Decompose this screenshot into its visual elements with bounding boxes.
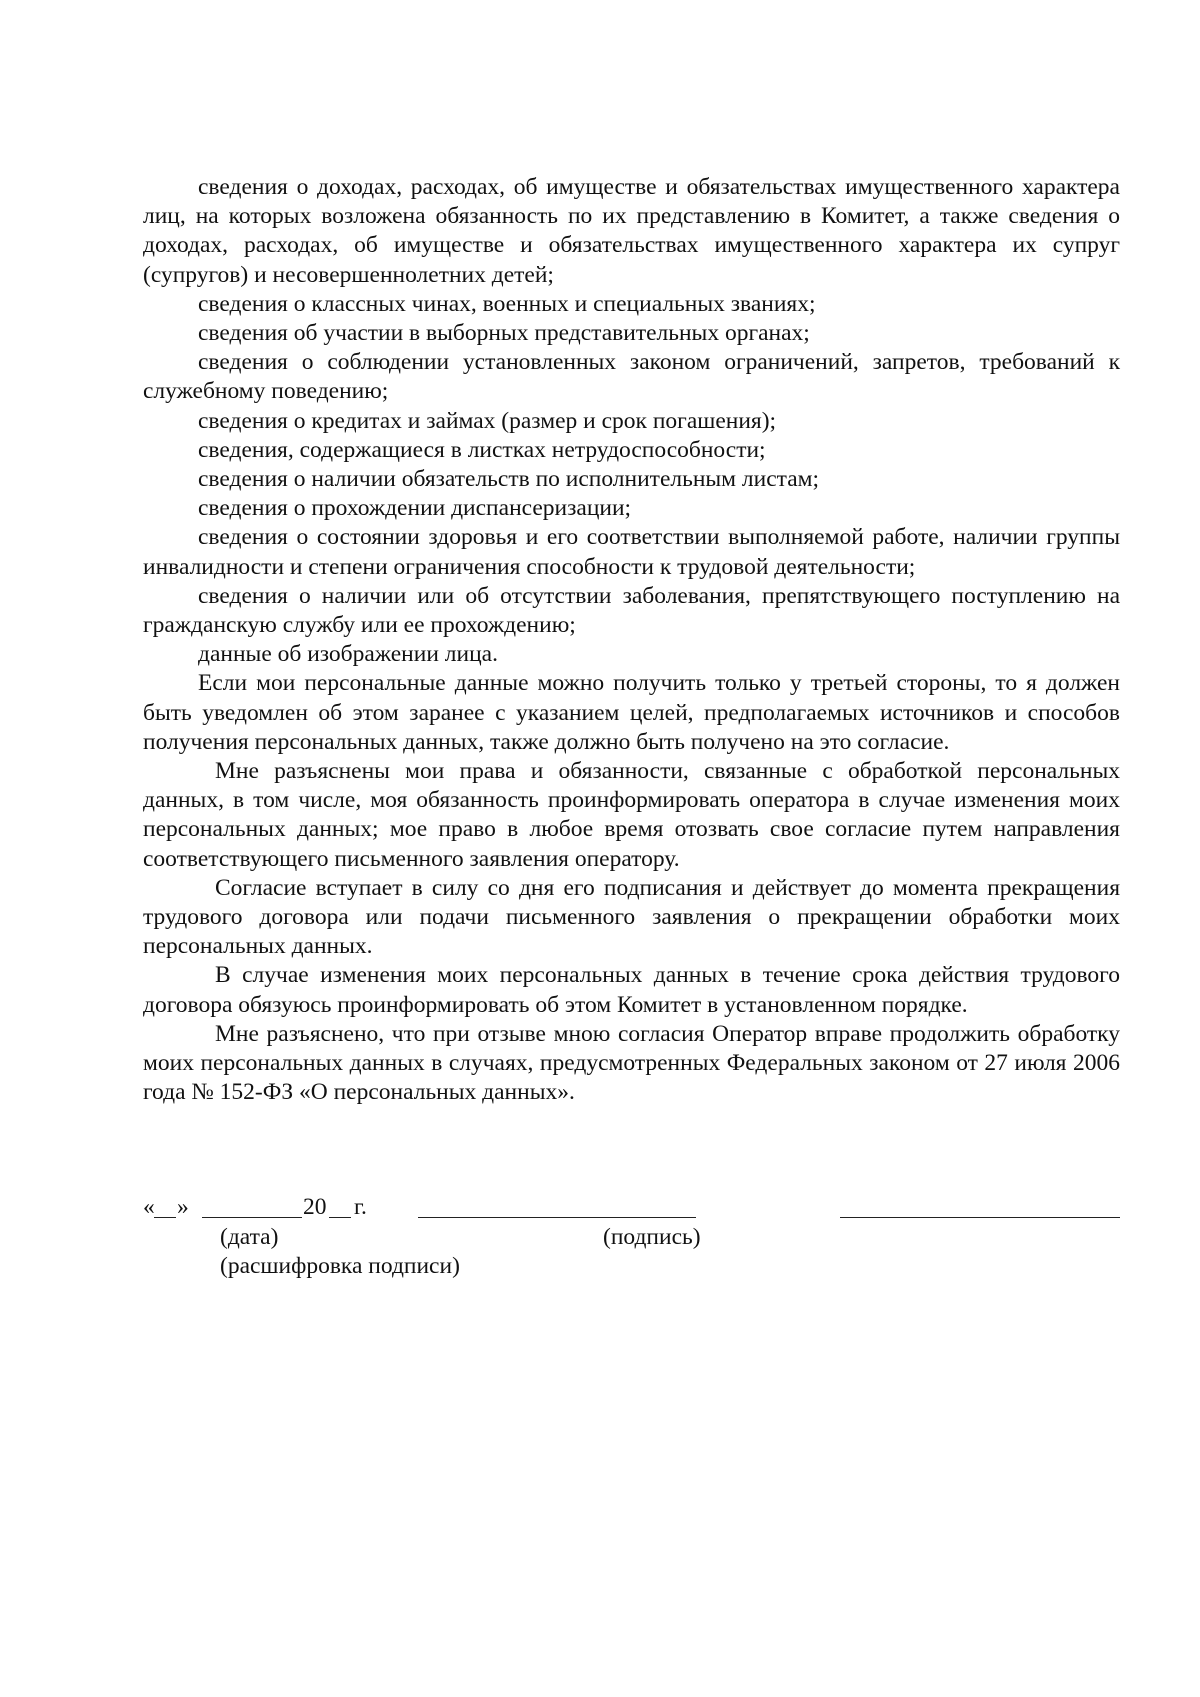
month-blank[interactable] <box>202 1193 302 1218</box>
signature-block <box>143 1193 1120 1293</box>
paragraph-disease: сведения о наличии или об отсутствии заболевания, препятствующего поступлению на гражданскую службу или ее прохождению; <box>143 582 1120 639</box>
paragraph-rights: Мне разъяснены мои права и обязанности, связанные с обработкой персональных данных, в том числе, моя обязанность проинформировать оператора в случае изменения моих персональных данных; мое право в любое время отозвать свое согласие путем направления соответствующего письменного заявления оператору. <box>143 758 1120 872</box>
paragraph-validity: Согласие вступает в силу со дня его подписания и действует до момента прекращения трудового договора или подачи письменного заявления о прекращении обработки моих персональных данных. <box>143 874 1120 960</box>
paragraph-loans: сведения о кредитах и займах (размер и срок погашения); <box>198 407 777 434</box>
paragraph-third-party: Если мои персональные данные можно получить только у третьей стороны, то я должен быть уведомлен об этом заранее с указанием целей, предполагаемых источников и способов получения персональных данных, также должно быть получено на это согласие. <box>143 670 1120 755</box>
transcript-caption: (расшифровка подписи) <box>220 1253 460 1279</box>
paragraph-withdrawal: Мне разъяснено, что при отзыве мною согласия Оператор вправе продолжить обработку моих персональных данных в случаях, предусмотренных Федеральных законом от 27 июля 2006 года № 152-ФЗ «О персональных данных». <box>143 1020 1120 1106</box>
paragraph-elected-bodies: сведения об участии в выборных представительных органах; <box>198 320 810 347</box>
paragraph-sick-leave: сведения, содержащиеся в листках нетрудоспособности; <box>198 436 766 463</box>
date-open-quote: « <box>143 1194 155 1220</box>
paragraph-health: сведения о состоянии здоровья и его соответствии выполняемой работе, наличии группы инвалидности и степени ограничения способности к трудовой деятельности; <box>143 524 1120 580</box>
paragraph-restrictions: сведения о соблюдении установленных законом ограничений, запретов, требований к служебному поведению; <box>143 349 1120 405</box>
year-suffix: г. <box>354 1194 367 1220</box>
date-close-quote: » <box>177 1194 189 1220</box>
year-prefix: 20 <box>303 1194 327 1220</box>
year-blank[interactable] <box>329 1193 351 1218</box>
consent-body <box>143 173 1120 1108</box>
paragraph-changes: В случае изменения моих персональных данных в течение срока действия трудового договора обязуюсь проинформировать об этом Комитет в установленном порядке. <box>143 962 1120 1018</box>
date-caption: (дата) <box>220 1224 279 1250</box>
paragraph-writs: сведения о наличии обязательств по исполнительным листам; <box>198 466 820 493</box>
paragraph-medical-exam: сведения о прохождении диспансеризации; <box>198 495 632 522</box>
paragraph-class-ranks: сведения о классных чинах, военных и специальных званиях; <box>198 290 816 317</box>
paragraph-income-info: сведения о доходах, расходах, об имуществе и обязательствах имущественного характера лиц, на которых возложена обязанность по их представлению в Комитет, а также сведения о доходах, расходах, об имуществе и обязательствах имущественного характера их супруг (супругов) и несовершеннолетних детей; <box>143 174 1120 288</box>
day-blank[interactable] <box>154 1193 176 1218</box>
signature-transcript-blank[interactable] <box>840 1193 1120 1218</box>
paragraph-face-image: данные об изображении лица. <box>198 641 498 668</box>
signature-fields-row <box>143 1193 1120 1223</box>
signature-blank[interactable] <box>418 1193 696 1218</box>
signature-caption: (подпись) <box>603 1224 701 1250</box>
